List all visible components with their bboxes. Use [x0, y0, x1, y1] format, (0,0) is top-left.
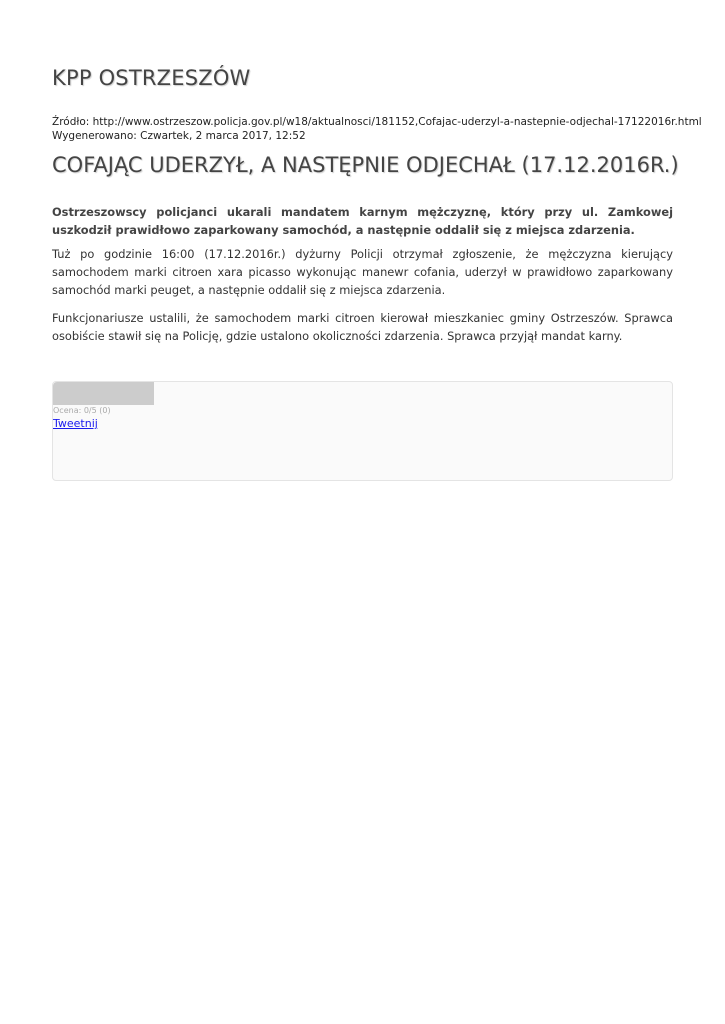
- article-paragraph: Funkcjonariusze ustalili, że samochodem marki citroen kierował mieszkaniec gminy Ostrzeszów. Sprawca osobiście stawił się na Policję, gdzie ustalono okoliczności zdarzenia. Sprawca przyjął mandat karny.: [52, 311, 673, 343]
- site-title: KPP OSTRZESZÓW: [52, 66, 251, 90]
- document-meta: [52, 115, 702, 143]
- article-lead: Ostrzeszowscy policjanci ukarali mandatem karnym mężczyznę, który przy ul. Zamkowej uszkodził prawidłowo zaparkowany samochód, a następnie oddalił się z miejsca zdarzenia.: [52, 205, 673, 237]
- source-line: Źródło: http://www.ostrzeszow.policja.gov.pl/w18/aktualnosci/181152,Cofajac-uderzyl-a-nastepnie-odjechal-17122016r.html: [52, 116, 702, 128]
- article-body: [52, 203, 673, 355]
- rating-text: Ocena: 0/5 (0): [53, 406, 111, 415]
- generated-line: Wygenerowano: Czwartek, 2 marca 2017, 12:52: [52, 130, 306, 142]
- rating-panel: [52, 381, 673, 481]
- tweet-link[interactable]: Tweetnij: [53, 417, 98, 430]
- rating-stars-bar[interactable]: [53, 382, 154, 405]
- article-title: COFAJĄC UDERZYŁ, A NASTĘPNIE ODJECHAŁ (17.12.2016R.): [52, 153, 679, 177]
- article-paragraph: Tuż po godzinie 16:00 (17.12.2016r.) dyżurny Policji otrzymał zgłoszenie, że mężczyzna kierujący samochodem marki citroen xara picasso wykonując manewr cofania, uderzył w prawidłowo zaparkowany samochód marki peuget, a następnie oddalił się z miejsca zdarzenia.: [52, 247, 673, 297]
